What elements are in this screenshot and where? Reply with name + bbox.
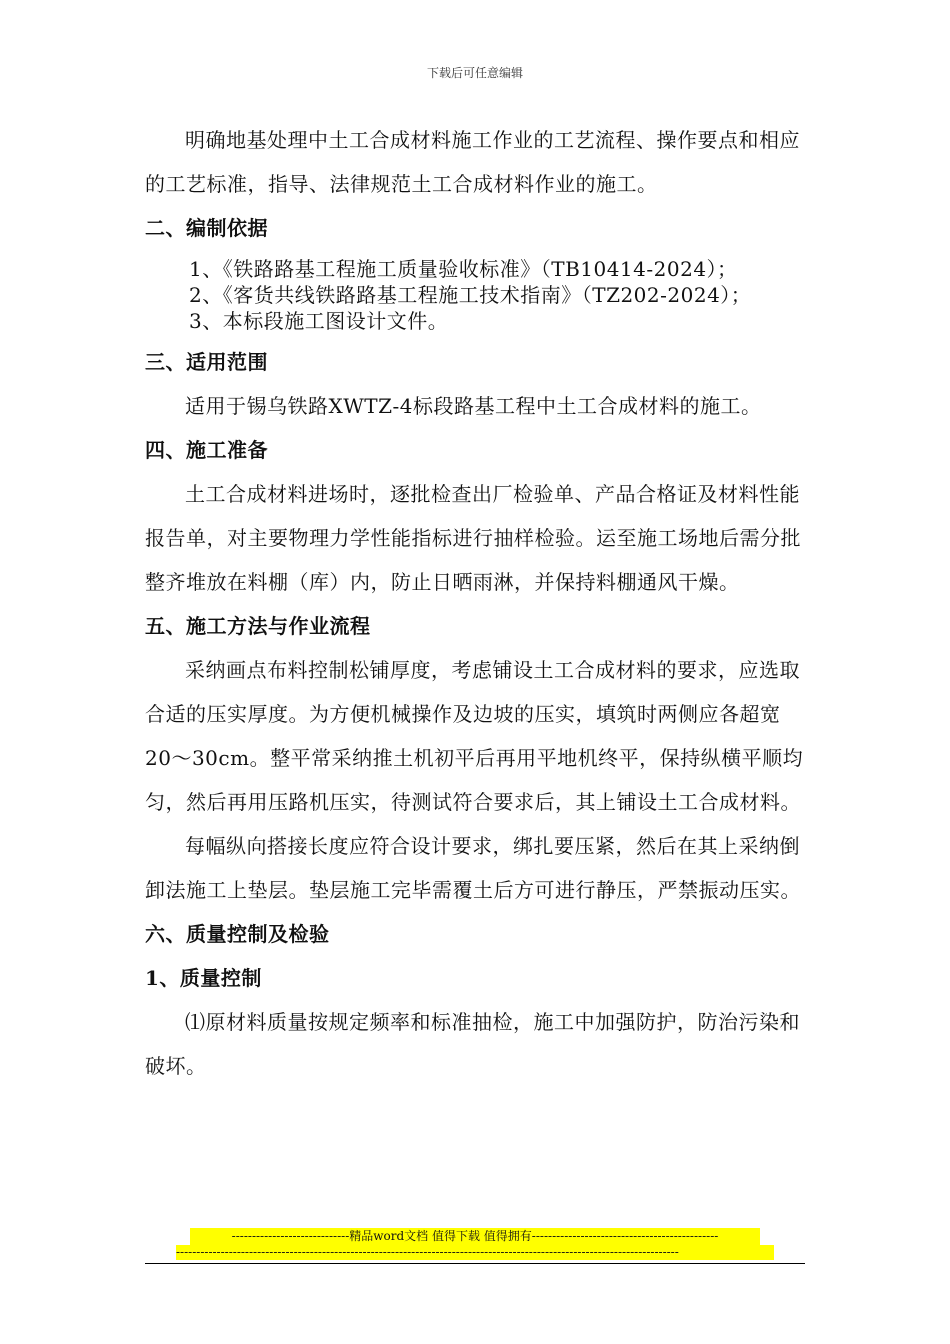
- quality-control-subheading: 1、质量控制: [145, 966, 262, 990]
- reference-list: [145, 256, 805, 334]
- footer-banner-line-2: ----------------------------------------------------------------------------------------------------------------------------: [176, 1245, 774, 1260]
- method-paragraph-1: 采纳画点布料控制松铺厚度，考虑铺设土工合成材料的要求，应选取合适的压实厚度。为方便机械操作及边坡的压实，填筑时两侧应各超宽20～30cm。整平常采纳推土机初平后再用平地机终平，保持纵横平顺均匀，然后再用压路机压实，待测试符合要求后，其上铺设土工合成材料。: [145, 658, 804, 814]
- reference-item-1: 1、《铁路路基工程施工质量验收标准》（TB10414-2024）；: [189, 257, 738, 281]
- section-3-heading: 三、适用范围: [145, 350, 268, 374]
- section-6-heading: 六、质量控制及检验: [145, 922, 330, 946]
- scope-paragraph: 适用于锡乌铁路XWTZ-4标段路基工程中土工合成材料的施工。: [185, 394, 762, 418]
- reference-item-3: 3、本标段施工图设计文件。: [189, 309, 449, 333]
- page-header-note: 下载后可任意编辑: [426, 66, 523, 80]
- quality-item-1: ⑴原材料质量按规定频率和标准抽检，施工中加强防护，防治污染和破坏。: [145, 1010, 800, 1078]
- method-paragraph-2: 每幅纵向搭接长度应符合设计要求，绑扎要压紧，然后在其上采纳倒卸法施工上垫层。垫层施工完毕需覆土后方可进行静压，严禁振动压实。: [145, 834, 801, 902]
- footer-divider: [145, 1263, 805, 1264]
- footer-banner-line-1: -----------------------------精品word文档 值得下载 值得拥有----------------------------------------------: [190, 1228, 760, 1245]
- reference-item-2: 2、《客货共线铁路路基工程施工技术指南》（TZ202-2024）；: [189, 283, 752, 307]
- document-body: [145, 118, 805, 1088]
- section-4-heading: 四、施工准备: [145, 438, 268, 462]
- preparation-paragraph: 土工合成材料进场时，逐批检查出厂检验单、产品合格证及材料性能报告单，对主要物理力学性能指标进行抽样检验。运至施工场地后需分批整齐堆放在料棚（库）内，防止日晒雨淋，并保持料棚通风干燥。: [145, 482, 801, 594]
- intro-paragraph: 明确地基处理中土工合成材料施工作业的工艺流程、操作要点和相应的工艺标准，指导、法律规范土工合成材料作业的施工。: [145, 128, 800, 196]
- section-5-heading: 五、施工方法与作业流程: [145, 614, 371, 638]
- section-2-heading: 二、编制依据: [145, 216, 268, 240]
